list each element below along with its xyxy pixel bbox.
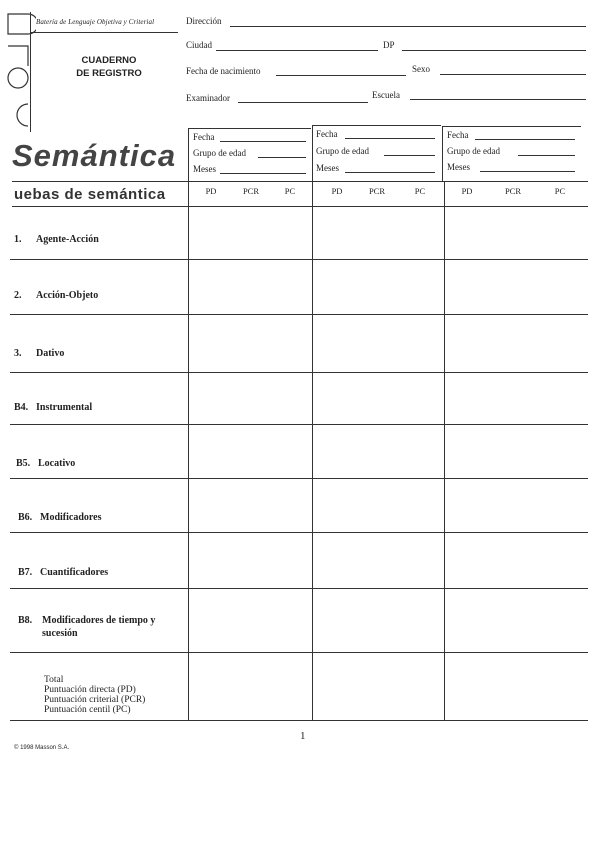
label-grupo-edad-3: Grupo de edad [447,146,500,156]
row-divider [10,588,588,589]
row-code: B5. [16,458,31,469]
input-examinador[interactable] [238,102,368,103]
col-header-pc-1: PC [284,186,296,196]
row-divider [10,478,588,479]
row-code: B6. [18,512,33,523]
col-header-pcr-2: PCR [368,186,386,196]
table-title: uebas de semántica [14,186,166,203]
booklet-title: CUADERNO DE REGISTRO [76,55,142,79]
label-grupo-edad-2: Grupo de edad [316,146,369,156]
row-name: Dativo [36,348,65,359]
totals-pcr-label: Puntuación criterial (PCR) [44,695,146,705]
row-name: Modificadores [40,512,102,523]
row-divider [10,532,588,533]
bloc-logo [2,6,36,136]
input-direccion[interactable] [230,26,586,27]
label-meses-1: Meses [193,164,216,174]
row-code: 2. [14,290,22,301]
row-code: 3. [14,348,22,359]
col-divider [444,181,445,720]
row-code: B4. [14,402,29,413]
label-ciudad: Ciudad [186,40,212,50]
brand-subtitle: Batería de Lenguaje Objetiva y Criterial [36,18,155,26]
input-grupo-edad-1[interactable] [258,157,306,158]
col-divider [188,181,189,720]
totals-pd-label: Puntuación directa (PD) [44,685,136,695]
row-code: 1. [14,234,22,245]
row-label-1 [14,234,99,245]
totals-total-label: Total [44,675,64,685]
label-grupo-edad-1: Grupo de edad [193,148,246,158]
row-name: Modificadores de tiempo y sucesión [42,615,156,639]
row-name: Agente-Acción [36,234,99,245]
col-header-pc-3: PC [554,186,566,196]
label-fecha-1: Fecha [193,132,215,142]
row-name: Locativo [38,458,76,469]
row-divider [10,424,588,425]
section-title: Semántica [12,138,177,173]
col-header-pd-2: PD [331,186,343,196]
row-divider [10,372,588,373]
col-divider [312,181,313,720]
row-name: Cuantificadores [40,567,109,578]
input-fecha-nacimiento[interactable] [276,75,406,76]
label-direccion: Dirección [186,16,222,26]
row-divider [10,314,588,315]
label-dp: DP [383,40,395,50]
row-name: Acción-Objeto [36,290,99,301]
table-top-line [12,181,588,182]
row-label-6 [18,512,101,523]
label-examinador: Examinador [186,93,230,103]
input-meses-3[interactable] [480,171,575,172]
input-meses-2[interactable] [345,172,435,173]
label-sexo: Sexo [412,64,430,74]
col-header-pc-2: PC [414,186,426,196]
col-header-pcr-3: PCR [504,186,522,196]
row-code: B8. [18,615,33,626]
label-escuela: Escuela [372,90,400,100]
totals-pc-label: Puntuación centil (PC) [44,705,131,715]
label-meses-3: Meses [447,162,470,172]
row-label-5 [16,458,75,469]
label-fecha-nacimiento: Fecha de nacimiento [186,66,261,76]
input-fecha-3[interactable] [475,139,575,140]
col-header-pd-1: PD [205,186,217,196]
label-fecha-2: Fecha [316,129,338,139]
row-label-3 [14,348,64,359]
row-label-2 [14,290,98,301]
input-escuela[interactable] [410,99,586,100]
input-fecha-1[interactable] [220,141,306,142]
input-ciudad[interactable] [216,50,378,51]
input-fecha-2[interactable] [345,138,435,139]
totals-legend [44,675,145,715]
row-label-8 [18,614,178,640]
row-divider [10,259,588,260]
page-number: 1 [300,730,306,742]
row-label-7 [18,567,108,578]
row-code: B7. [18,567,33,578]
row-name: Instrumental [36,402,93,413]
copyright: © 1998 Masson S.A. [14,745,70,751]
label-fecha-3: Fecha [447,130,469,140]
col-header-pd-3: PD [461,186,473,196]
input-grupo-edad-2[interactable] [384,155,435,156]
divider [30,32,178,33]
col-header-pcr-1: PCR [242,186,260,196]
label-meses-2: Meses [316,163,339,173]
input-dp[interactable] [402,50,586,51]
row-label-4 [14,402,92,413]
input-sexo[interactable] [440,74,586,75]
row-divider [10,652,588,653]
table-header-line [12,206,588,207]
table-bottom-line [10,720,588,721]
input-meses-1[interactable] [220,173,306,174]
input-grupo-edad-3[interactable] [518,155,575,156]
